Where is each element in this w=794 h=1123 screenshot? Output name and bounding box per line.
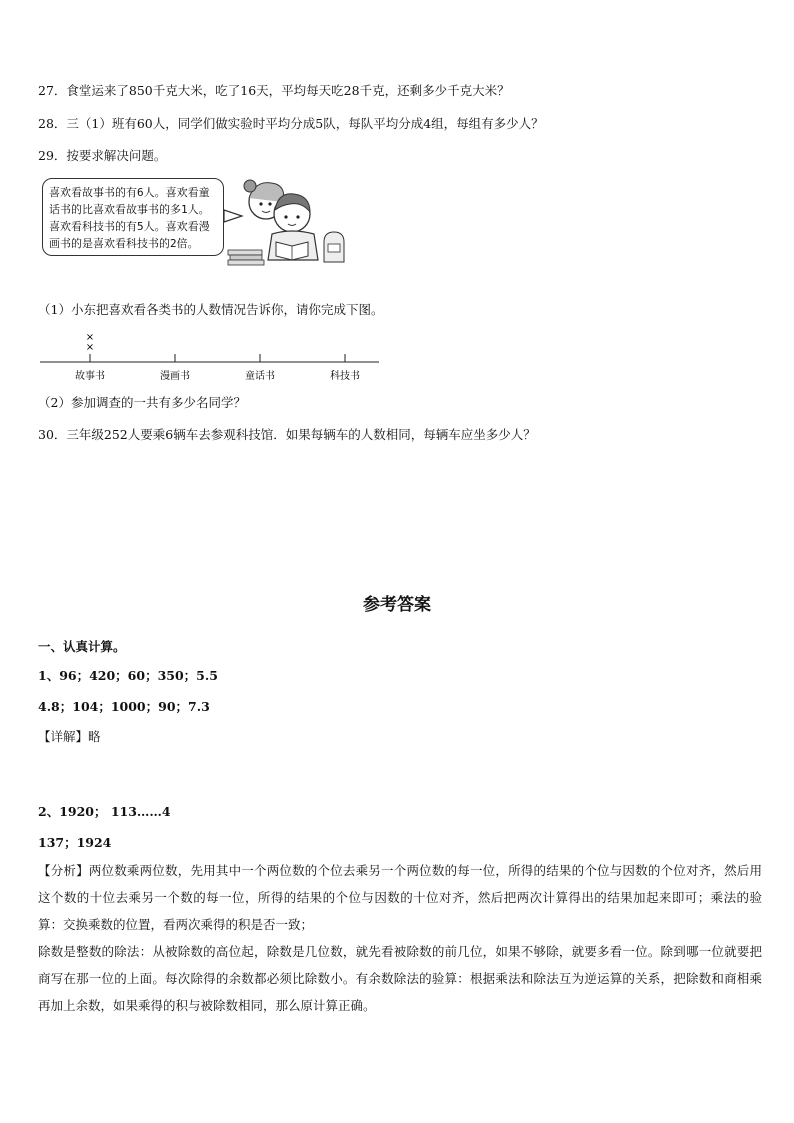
section-heading: 一、认真计算。 — [38, 639, 126, 654]
speech-line: 画书的是喜欢看科技书的2倍。 — [49, 237, 199, 250]
answer-1-line-2: 4.8；104；1000；90；7.3 — [38, 699, 210, 714]
speech-line: 话书的比喜欢看故事书的多1人。 — [49, 203, 210, 216]
dot-plot-chart — [38, 330, 383, 386]
category-label: 漫画书 — [160, 371, 190, 382]
answer-1-detail: 【详解】略 — [38, 729, 101, 744]
answer-2-line-1: 2、1920； 113……4 — [38, 804, 171, 819]
category-label: 科技书 — [330, 371, 360, 382]
cross-marker: × — [85, 332, 95, 343]
answer-2-line-2: 137；1924 — [38, 835, 112, 850]
cross-marker: × — [85, 342, 95, 353]
analysis-paragraph-2: 除数是整数的除法：从被除数的高位起，除数是几位数，就先看被除数的前几位，如果不够除，就要多看一位。除到哪一位就要把商写在那一位的上面。每次除得的余数都必须比除数小。有余数除法的验算：根据乘法和除法互为逆运算的关系，把除数和商相乘再加上余数，如果乘得的积与被除数相同，那么原计算正确。 — [38, 944, 762, 1013]
question-28: 28．三（1）班有60人，同学们做实验时平均分成5队，每队平均分成4组，每组有多少人？ — [38, 116, 544, 131]
question-30: 30．三年级252人要乘6辆车去参观科技馆．如果每辆车的人数相同，每辆车应坐多少人？ — [38, 427, 536, 442]
question-29: 29．按要求解决问题。 — [38, 148, 167, 163]
question-29-part-2: （2）参加调查的一共有多少名同学？ — [38, 395, 246, 410]
analysis-paragraph-1: 【分析】两位数乘两位数，先用其中一个两位数的个位去乘另一个两位数的每一位，所得的结果的个位与因数的个位对齐，然后用这个数的十位去乘另一个数的每一位，所得的结果的个位与因数的十位对齐，然后把两次计算得出的结果加起来即可；乘法的验算：交换乘数的位置，看两次乘得的积是否一致； — [38, 863, 762, 932]
children-reading-illustration — [220, 172, 350, 267]
speech-bubble — [42, 178, 224, 256]
question-29-part-1: （1）小东把喜欢看各类书的人数情况告诉你，请你完成下图。 — [38, 302, 384, 317]
answer-2-analysis — [38, 857, 762, 1019]
speech-line: 喜欢看故事书的有6人。喜欢看童 — [49, 186, 210, 199]
answers-title: 参考答案 — [363, 595, 431, 615]
category-label: 故事书 — [75, 371, 105, 382]
speech-line: 喜欢看科技书的有5人。喜欢看漫 — [49, 220, 210, 233]
category-label: 童话书 — [245, 371, 275, 382]
question-27: 27．食堂运来了850千克大米，吃了16天，平均每天吃28千克，还剩多少千克大米？ — [38, 83, 510, 98]
answer-1-line-1: 1、96；420；60；350；5.5 — [38, 668, 218, 683]
